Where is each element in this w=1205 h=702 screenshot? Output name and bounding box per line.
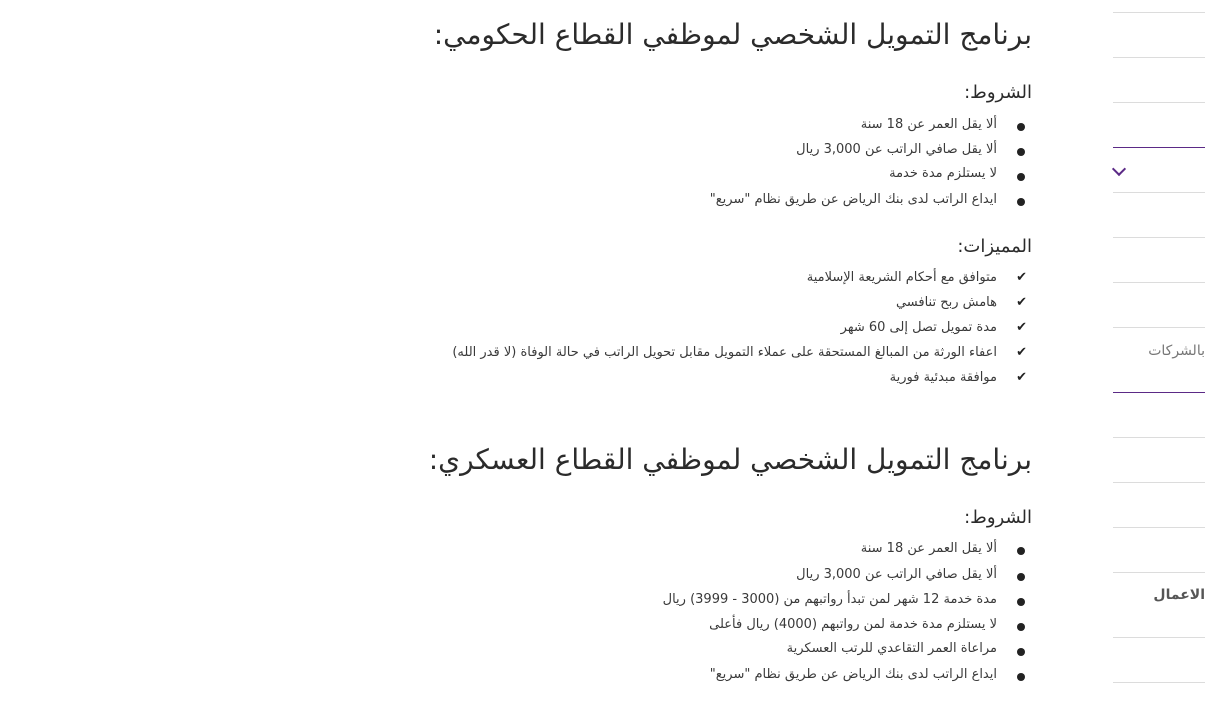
gov-condition-item: ايداع الراتب لدى بنك الرياض عن طريق نظام "سريع" <box>709 192 997 207</box>
mil-condition-item: لا يستلزم مدة خدمة لمن رواتبهم (4000) ريال فأعلى <box>709 617 997 632</box>
mil-condition-item: مراعاة العمر التقاعدي للرتب العسكرية <box>786 641 997 656</box>
sidebar-divider <box>1113 192 1205 193</box>
sidebar-divider <box>1113 572 1205 573</box>
bullet-icon <box>1017 123 1025 131</box>
sidebar-item-companies[interactable]: بالشركات <box>1148 343 1205 359</box>
bullet-icon <box>1017 648 1025 656</box>
mil-condition-item: ألا يقل العمر عن 18 سنة <box>860 541 997 556</box>
mil-section-title: برنامج التمويل الشخصي لموظفي القطاع العسكري: <box>428 443 1032 476</box>
sidebar-divider <box>1113 102 1205 103</box>
mil-conditions-heading: الشروط: <box>964 507 1032 528</box>
check-icon: ✔ <box>1016 345 1027 360</box>
check-icon: ✔ <box>1016 295 1027 310</box>
gov-condition-item: لا يستلزم مدة خدمة <box>889 166 997 181</box>
sidebar-active-divider <box>1113 392 1205 393</box>
check-icon: ✔ <box>1016 370 1027 385</box>
bullet-icon <box>1017 173 1025 181</box>
gov-feature-item: متوافق مع أحكام الشريعة الإسلامية <box>806 270 997 285</box>
gov-features-heading: المميزات: <box>957 236 1032 257</box>
bullet-icon <box>1017 673 1025 681</box>
gov-feature-item: هامش ربح تنافسي <box>895 295 997 310</box>
sidebar-divider <box>1113 327 1205 328</box>
gov-section-title: برنامج التمويل الشخصي لموظفي القطاع الحكومي: <box>433 18 1032 51</box>
sidebar-item-business[interactable]: الاعمال <box>1153 587 1205 603</box>
sidebar-divider <box>1113 282 1205 283</box>
sidebar-divider <box>1113 482 1205 483</box>
mil-condition-item: ايداع الراتب لدى بنك الرياض عن طريق نظام "سريع" <box>709 667 997 682</box>
bullet-icon <box>1017 148 1025 156</box>
gov-feature-item: موافقة مبدئية فورية <box>889 370 997 385</box>
check-icon: ✔ <box>1016 320 1027 335</box>
bullet-icon <box>1017 573 1025 581</box>
gov-condition-item: ألا يقل العمر عن 18 سنة <box>860 117 997 132</box>
sidebar-divider <box>1113 12 1205 13</box>
gov-condition-item: ألا يقل صافي الراتب عن 3,000 ريال <box>796 142 997 157</box>
bullet-icon <box>1017 598 1025 606</box>
sidebar-divider <box>1113 437 1205 438</box>
gov-conditions-heading: الشروط: <box>964 82 1032 103</box>
sidebar-divider <box>1113 527 1205 528</box>
sidebar-divider <box>1113 637 1205 638</box>
bullet-icon <box>1017 198 1025 206</box>
gov-feature-item: مدة تمويل تصل إلى 60 شهر <box>840 320 997 335</box>
sidebar-divider <box>1113 682 1205 683</box>
sidebar-divider <box>1113 57 1205 58</box>
mil-condition-item: مدة خدمة 12 شهر لمن تبدأ رواتبهم من (3000 - 3999) ريال <box>662 592 997 607</box>
sidebar-divider <box>1113 237 1205 238</box>
check-icon: ✔ <box>1016 270 1027 285</box>
bullet-icon <box>1017 547 1025 555</box>
mil-condition-item: ألا يقل صافي الراتب عن 3,000 ريال <box>796 567 997 582</box>
bullet-icon <box>1017 623 1025 631</box>
sidebar-active-divider <box>1113 147 1205 148</box>
gov-feature-item: اعفاء الورثة من المبالغ المستحقة على عملاء التمويل مقابل تحويل الراتب في حالة الوفاة (لا قدر الله) <box>452 345 997 360</box>
